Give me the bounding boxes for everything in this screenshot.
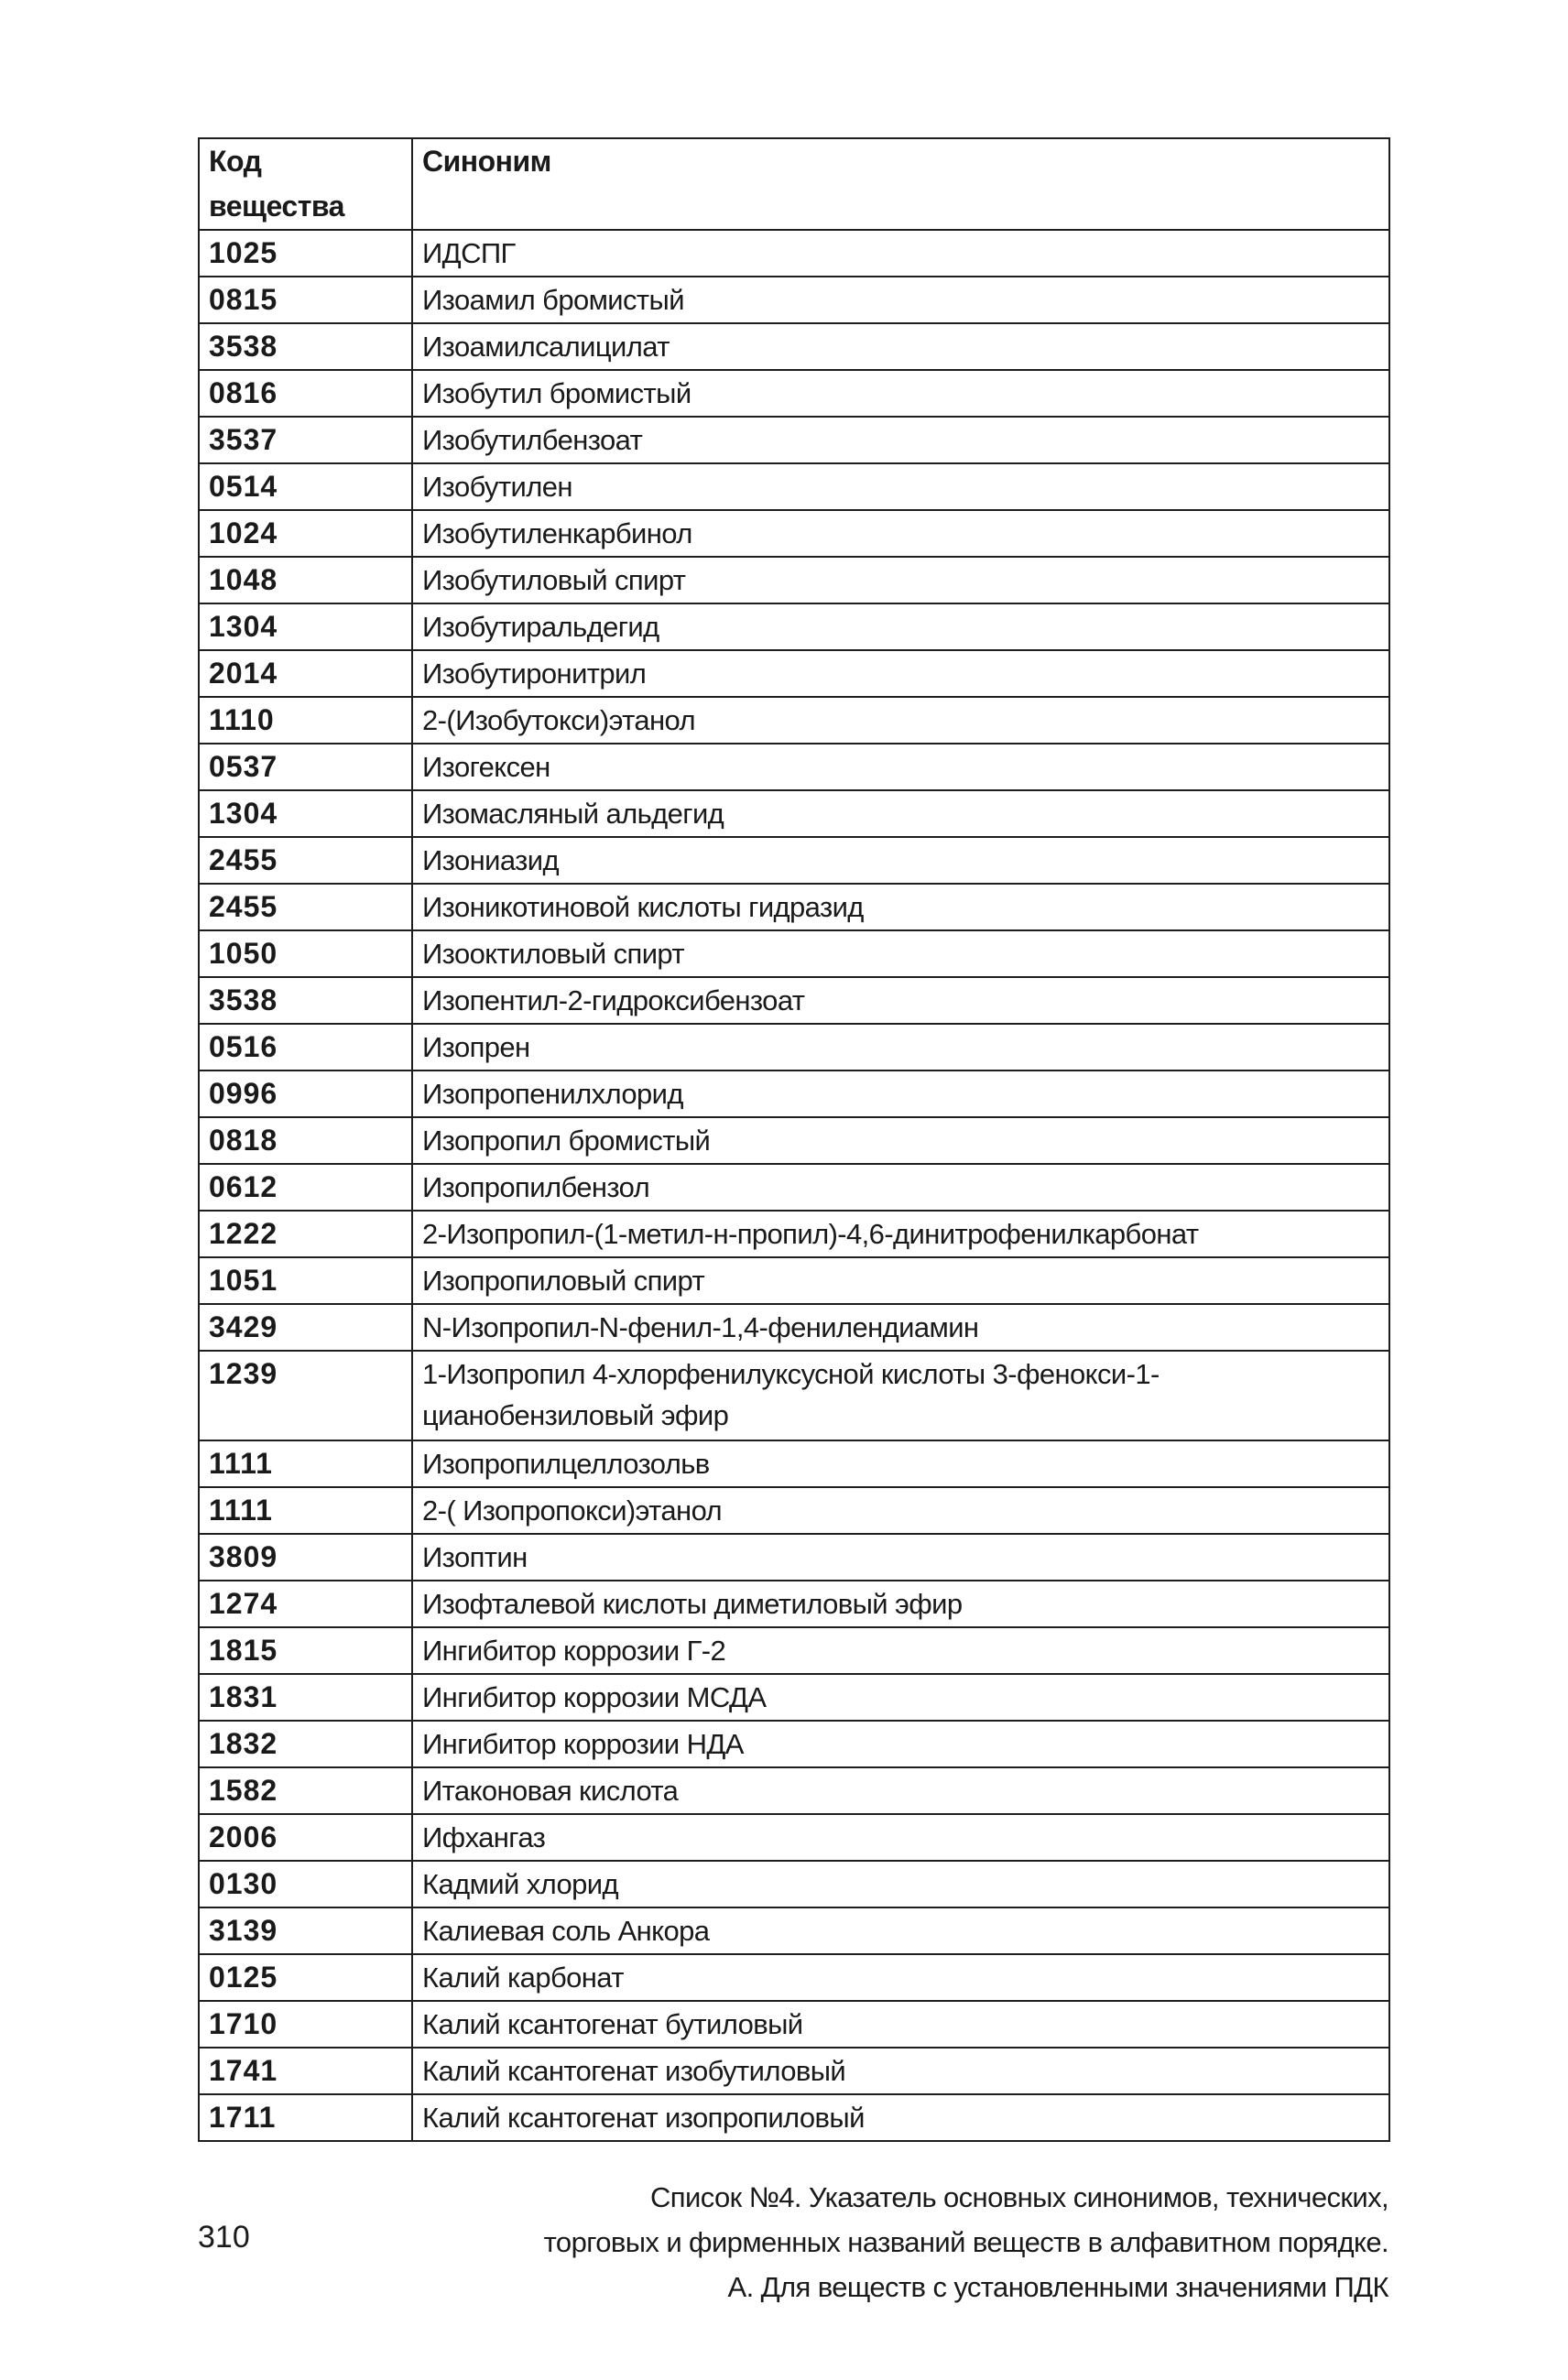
substance-code-cell: 1582 bbox=[199, 1767, 412, 1814]
synonym-cell: Ифхангаз bbox=[412, 1814, 1389, 1861]
substance-code-cell: 1025 bbox=[199, 230, 412, 277]
substance-code-cell: 1024 bbox=[199, 510, 412, 557]
synonym-cell: Калий ксантогенат изобутиловый bbox=[412, 2048, 1389, 2094]
substance-code-cell: 0516 bbox=[199, 1024, 412, 1070]
table-row bbox=[199, 1767, 1389, 1814]
substance-code-cell: 2455 bbox=[199, 837, 412, 884]
substance-code-cell: 1222 bbox=[199, 1211, 412, 1257]
table-row bbox=[199, 1721, 1389, 1767]
synonym-cell: Изобутил бромистый bbox=[412, 370, 1389, 417]
table-row bbox=[199, 1674, 1389, 1721]
table-header-row bbox=[199, 138, 1389, 230]
table-row bbox=[199, 603, 1389, 650]
synonym-cell: 2-(Изобутокси)этанол bbox=[412, 697, 1389, 744]
synonym-cell: Изопропиловый спирт bbox=[412, 1257, 1389, 1304]
synonym-cell bbox=[412, 1351, 1389, 1440]
synonym-cell: Изопропил бромистый bbox=[412, 1117, 1389, 1164]
synonym-cell: Изопентил-2-гидроксибензоат bbox=[412, 977, 1389, 1024]
synonym-cell: Ингибитор коррозии Г-2 bbox=[412, 1627, 1389, 1674]
table-row bbox=[199, 1304, 1389, 1351]
substance-code-cell: 0130 bbox=[199, 1861, 412, 1907]
substance-code-cell: 1832 bbox=[199, 1721, 412, 1767]
table-row bbox=[199, 1581, 1389, 1627]
table-row bbox=[199, 1440, 1389, 1487]
synonym-cell: Изопропенилхлорид bbox=[412, 1070, 1389, 1117]
table-row bbox=[199, 1257, 1389, 1304]
table-row bbox=[199, 697, 1389, 744]
table-row bbox=[199, 277, 1389, 323]
substance-code-cell: 0125 bbox=[199, 1954, 412, 2001]
synonym-cell: Изоамилсалицилат bbox=[412, 323, 1389, 370]
table-row bbox=[199, 1117, 1389, 1164]
substance-code-cell: 3809 bbox=[199, 1534, 412, 1581]
substance-code-cell: 3139 bbox=[199, 1907, 412, 1954]
table-row bbox=[199, 323, 1389, 370]
substance-code-cell: 1304 bbox=[199, 603, 412, 650]
synonym-line: цианобензиловый эфир bbox=[422, 1399, 729, 1431]
table-row bbox=[199, 2001, 1389, 2048]
table-row bbox=[199, 1487, 1389, 1534]
synonym-cell: Изониазид bbox=[412, 837, 1389, 884]
synonym-cell: Изоптин bbox=[412, 1534, 1389, 1581]
table-row bbox=[199, 790, 1389, 837]
table-row bbox=[199, 417, 1389, 463]
synonyms-table bbox=[198, 137, 1390, 2142]
table-row bbox=[199, 1024, 1389, 1070]
substance-code-cell: 1710 bbox=[199, 2001, 412, 2048]
substance-code-cell: 1051 bbox=[199, 1257, 412, 1304]
caption-line: торговых и фирменных названий веществ в алфавитном порядке. bbox=[543, 2226, 1388, 2258]
substance-code-cell: 1110 bbox=[199, 697, 412, 744]
synonym-cell: Изомасляный альдегид bbox=[412, 790, 1389, 837]
substance-code-cell: 0514 bbox=[199, 463, 412, 510]
synonym-cell: Ингибитор коррозии НДА bbox=[412, 1721, 1389, 1767]
table-row bbox=[199, 1534, 1389, 1581]
synonym-cell: Изобутиральдегид bbox=[412, 603, 1389, 650]
synonym-cell: Изобутилбензоат bbox=[412, 417, 1389, 463]
synonym-cell: Калий карбонат bbox=[412, 1954, 1389, 2001]
synonym-cell: Изопрен bbox=[412, 1024, 1389, 1070]
substance-code-cell: 1741 bbox=[199, 2048, 412, 2094]
synonym-cell: 2-Изопропил-(1-метил-н-пропил)-4,6-динитрофенилкарбонат bbox=[412, 1211, 1389, 1257]
substance-code-cell: 1111 bbox=[199, 1487, 412, 1534]
synonym-cell: Изоникотиновой кислоты гидразид bbox=[412, 884, 1389, 930]
column-header-synonym: Синоним bbox=[412, 138, 1389, 230]
table-row bbox=[199, 1861, 1389, 1907]
table-row bbox=[199, 1954, 1389, 2001]
synonym-cell: Изопропилцеллозольв bbox=[412, 1440, 1389, 1487]
substance-code-cell: 1304 bbox=[199, 790, 412, 837]
substance-code-cell: 0818 bbox=[199, 1117, 412, 1164]
substance-code-cell: 1831 bbox=[199, 1674, 412, 1721]
synonym-cell: N-Изопропил-N-фенил-1,4-фенилендиамин bbox=[412, 1304, 1389, 1351]
substance-code-cell: 1050 bbox=[199, 930, 412, 977]
substance-code-cell: 3538 bbox=[199, 323, 412, 370]
substance-code-cell: 1239 bbox=[199, 1351, 412, 1440]
synonym-cell: Ингибитор коррозии МСДА bbox=[412, 1674, 1389, 1721]
table-row bbox=[199, 1070, 1389, 1117]
substance-code-cell: 3429 bbox=[199, 1304, 412, 1351]
substance-code-cell: 0996 bbox=[199, 1070, 412, 1117]
synonym-cell: 2-( Изопропокси)этанол bbox=[412, 1487, 1389, 1534]
substance-code-cell: 0816 bbox=[199, 370, 412, 417]
table-row bbox=[199, 744, 1389, 790]
synonym-cell: Изобутиленкарбинол bbox=[412, 510, 1389, 557]
synonym-line: 1-Изопропил 4-хлорфенилуксусной кислоты 3-фенокси-1- bbox=[422, 1358, 1160, 1390]
table-row bbox=[199, 557, 1389, 603]
table-row bbox=[199, 930, 1389, 977]
table-row bbox=[199, 2048, 1389, 2094]
synonym-cell: Изобутиронитрил bbox=[412, 650, 1389, 697]
table-body bbox=[199, 230, 1389, 2141]
caption-line: А. Для веществ с установленными значениями ПДК bbox=[727, 2271, 1388, 2303]
synonym-cell: Изобутиловый спирт bbox=[412, 557, 1389, 603]
table-row bbox=[199, 837, 1389, 884]
table-row bbox=[199, 1164, 1389, 1211]
substance-code-cell: 3537 bbox=[199, 417, 412, 463]
synonym-cell: Изофталевой кислоты диметиловый эфир bbox=[412, 1581, 1389, 1627]
page-caption bbox=[381, 2175, 1388, 2309]
table-row bbox=[199, 370, 1389, 417]
synonym-cell: Изопропилбензол bbox=[412, 1164, 1389, 1211]
substance-code-cell: 0815 bbox=[199, 277, 412, 323]
synonym-cell: Изооктиловый спирт bbox=[412, 930, 1389, 977]
substance-code-cell: 3538 bbox=[199, 977, 412, 1024]
table-row bbox=[199, 1627, 1389, 1674]
table-row bbox=[199, 650, 1389, 697]
synonym-cell: Калий ксантогенат бутиловый bbox=[412, 2001, 1389, 2048]
table-row bbox=[199, 1351, 1389, 1440]
table-row bbox=[199, 510, 1389, 557]
synonym-cell: Изобутилен bbox=[412, 463, 1389, 510]
substance-code-cell: 2006 bbox=[199, 1814, 412, 1861]
synonym-cell: Итаконовая кислота bbox=[412, 1767, 1389, 1814]
table-row bbox=[199, 1814, 1389, 1861]
table-row bbox=[199, 463, 1389, 510]
substance-code-cell: 0612 bbox=[199, 1164, 412, 1211]
caption-line: Список №4. Указатель основных синонимов, технических, bbox=[650, 2181, 1388, 2213]
table-row bbox=[199, 1907, 1389, 1954]
column-header-code: Код вещества bbox=[199, 138, 412, 230]
synonym-cell: Изоамил бромистый bbox=[412, 277, 1389, 323]
synonym-cell: Кадмий хлорид bbox=[412, 1861, 1389, 1907]
page-number: 310 bbox=[198, 2220, 250, 2255]
table-row bbox=[199, 230, 1389, 277]
table-row bbox=[199, 2094, 1389, 2141]
substance-code-cell: 1274 bbox=[199, 1581, 412, 1627]
table-row bbox=[199, 977, 1389, 1024]
substance-code-cell: 1815 bbox=[199, 1627, 412, 1674]
synonym-cell: ИДСПГ bbox=[412, 230, 1389, 277]
synonym-cell: Калиевая соль Анкора bbox=[412, 1907, 1389, 1954]
synonym-cell: Изогексен bbox=[412, 744, 1389, 790]
table-row bbox=[199, 884, 1389, 930]
substance-code-cell: 1048 bbox=[199, 557, 412, 603]
substance-code-cell: 1711 bbox=[199, 2094, 412, 2141]
table-row bbox=[199, 1211, 1389, 1257]
substance-code-cell: 0537 bbox=[199, 744, 412, 790]
substance-code-cell: 1111 bbox=[199, 1440, 412, 1487]
synonym-cell: Калий ксантогенат изопропиловый bbox=[412, 2094, 1389, 2141]
substance-code-cell: 2455 bbox=[199, 884, 412, 930]
substance-code-cell: 2014 bbox=[199, 650, 412, 697]
